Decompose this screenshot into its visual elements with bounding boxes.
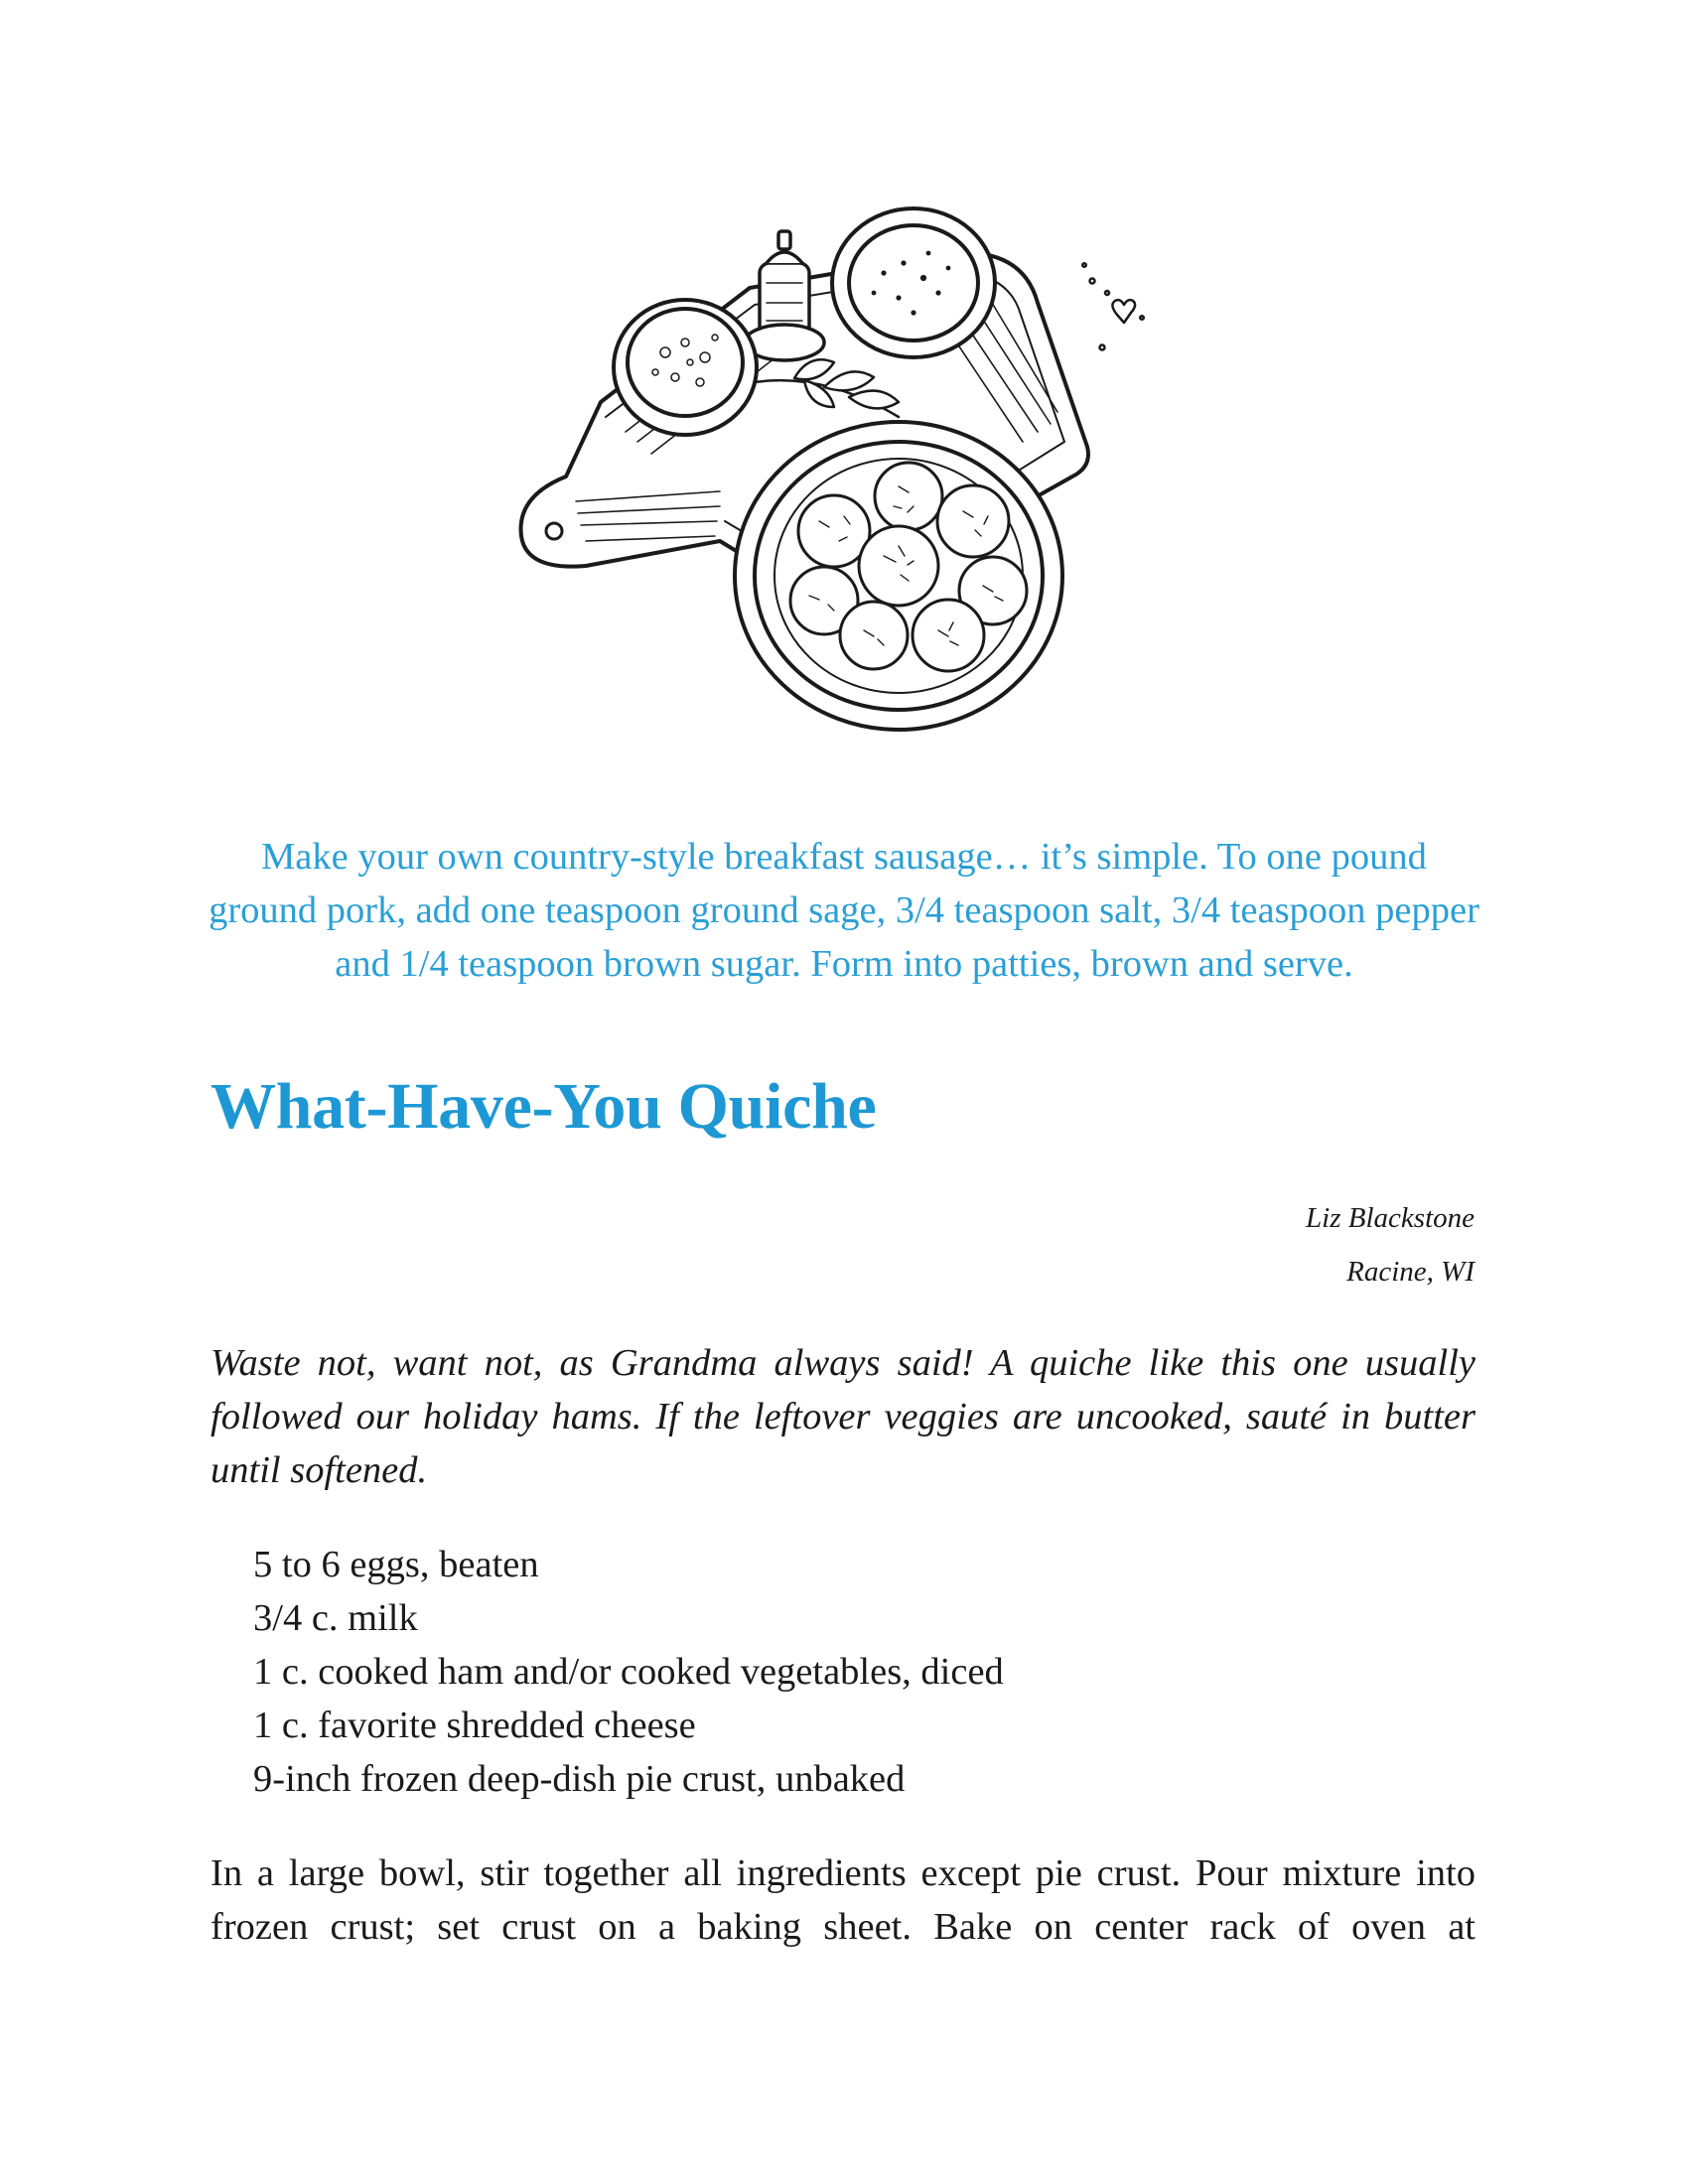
ingredient-list bbox=[253, 1538, 1004, 1806]
ingredient-item: 3/4 c. milk bbox=[253, 1597, 418, 1639]
spice-bowl bbox=[614, 300, 757, 435]
heart-doodle bbox=[1082, 263, 1144, 349]
recipe-directions: In a large bowl, stir together all ingredients except pie crust. Pour mixture into frozen crust; set crust on a baking sheet. Bake on center rack of oven at bbox=[211, 1852, 1476, 1948]
plate-of-patties bbox=[735, 422, 1062, 730]
ingredient-item: 5 to 6 eggs, beaten bbox=[253, 1544, 539, 1585]
recipe-byline bbox=[1306, 1191, 1475, 1298]
seasoning-bowl bbox=[832, 208, 995, 357]
ingredient-item: 1 c. favorite shredded cheese bbox=[253, 1705, 696, 1746]
ingredient-item: 9-inch frozen deep-dish pie crust, unbaked bbox=[253, 1758, 906, 1800]
recipe-location: Racine, WI bbox=[1346, 1256, 1475, 1288]
recipe-title: What-Have-You Quiche bbox=[211, 1070, 877, 1143]
sausage-tip: Make your own country-style breakfast sausage… it’s simple. To one pound ground pork, add one teaspoon ground sage, 3/4 teaspoon salt, 3/4 teaspoon pepper and 1/4 teaspoon brown sugar. Form into patties, brown and serve. bbox=[209, 836, 1479, 985]
ingredient-item: 1 c. cooked ham and/or cooked vegetables, diced bbox=[253, 1651, 1004, 1693]
recipe-author: Liz Blackstone bbox=[1306, 1202, 1475, 1234]
recipe-intro: Waste not, want not, as Grandma always said! A quiche like this one usually followed our holiday hams. If the leftover veggies are uncooked, sauté in butter until softened. bbox=[211, 1342, 1476, 1491]
breakfast-sausage-illustration bbox=[506, 194, 1182, 789]
